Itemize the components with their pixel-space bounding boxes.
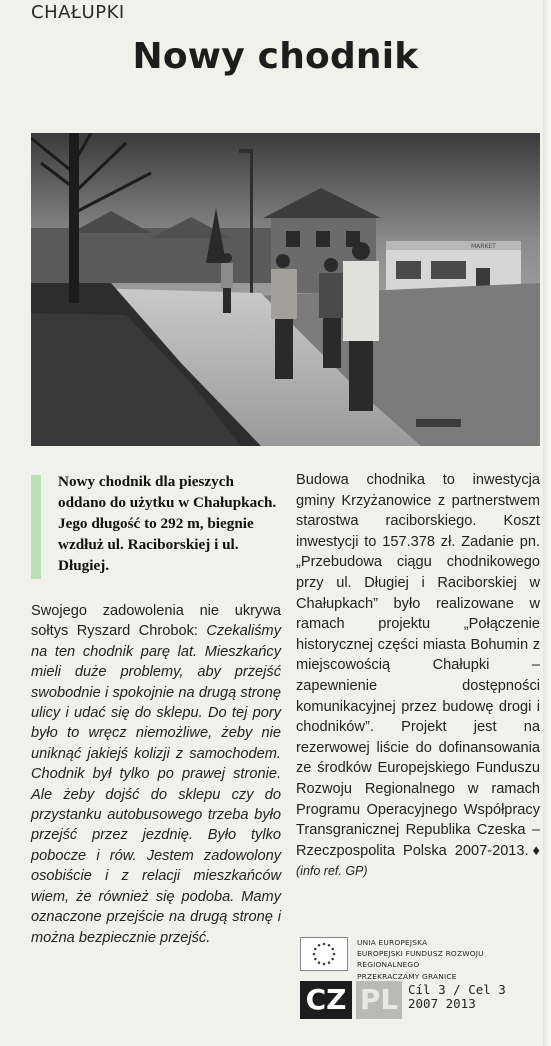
cz-badge: CZ [300, 981, 352, 1019]
eu-stars-icon [301, 938, 347, 970]
photo-illustration [31, 133, 540, 446]
article-credit: (info ref. GP) [296, 864, 368, 879]
right-column-body: Budowa chodnika to inwestycja gminy Krzyżanowice z partnerstwem starostwa raciborskiego. Koszt inwestycji to 157.378 zł. Zadanie pn. „Przebudowa ciągu chodnikowego przy ul. Długiej i Raciborskiej w Chałupkach” było realizowane w ramach projektu „Połączenie historycznej części miasta Bohumin z miejscowością Chałupki – zapewnienie dostępności komunikacyjnej przez budowę drogi i chodników”. Projekt jest na rezerwowej liście do dofinansowania ze środków Europejskiego Funduszu Rozwoju Regionalnego w ramach Programu Operacyjnego Współpracy Transgranicznej Republika Czeska – Rzeczpospolita Polska 2007-2013. [296, 472, 540, 859]
eu-line-1: UNIA EUROPEJSKA [357, 938, 428, 947]
headline: Nowy chodnik [132, 36, 419, 77]
left-column-quote: Czekaliśmy na ten chodnik parę lat. Mieszkańcy mieli duże problemy, aby przejść swobodnie i spokojnie na drugą stronę ulicy i udać się do sklepu. Do tej pory było to wręcz niemożliwe, żeby nie uniknąć jakiejś kolizji z samochodem. Chodnik był tylko po prawej stronie. Ale żeby dojść do sklepu czy do przystanku autobusowego trzeba było przejść przez jezdnię. Było tylko pobocze i rów. Jestem zadowolony osobiście i z relacji mieszkańców wiem, że również się podoba. Mamy oznaczone przejście na drugą stronę i można bezpiecznie przejść. [31, 623, 281, 946]
right-column-text [296, 470, 540, 882]
left-column-text [31, 601, 281, 948]
shop-sign: MARKET [471, 243, 496, 250]
pl-badge: PL [356, 981, 402, 1019]
programme-label [408, 983, 506, 1011]
eu-flag [300, 937, 348, 971]
eu-line-2: EUROPEJSKI FUNDUSZ ROZWOJU REGIONALNEGO [357, 949, 484, 970]
lead-accent-bar [31, 475, 41, 579]
eu-funding-text [357, 937, 547, 982]
article-photo [31, 133, 540, 446]
programme-line-2: 2007 2013 [408, 996, 476, 1011]
left-column-intro: Swojego zadowolenia nie ukrywa sołtys Ryszard Chrobok: [31, 603, 281, 640]
lead-paragraph: Nowy chodnik dla pieszych oddano do użytku w Chałupkach. Jego długość to 292 m, biegnie wzdłuż ul. Raciborskiej i ul. Długiej. [58, 473, 277, 574]
end-mark: ♦ [528, 842, 540, 859]
programme-line-1: Cíl 3 / Cel 3 [408, 982, 506, 997]
eu-line-3: PRZEKRACZAMY GRANICE [357, 971, 457, 981]
page-edge-shadow [543, 0, 551, 1046]
section-label: CHAŁUPKI [31, 2, 125, 23]
